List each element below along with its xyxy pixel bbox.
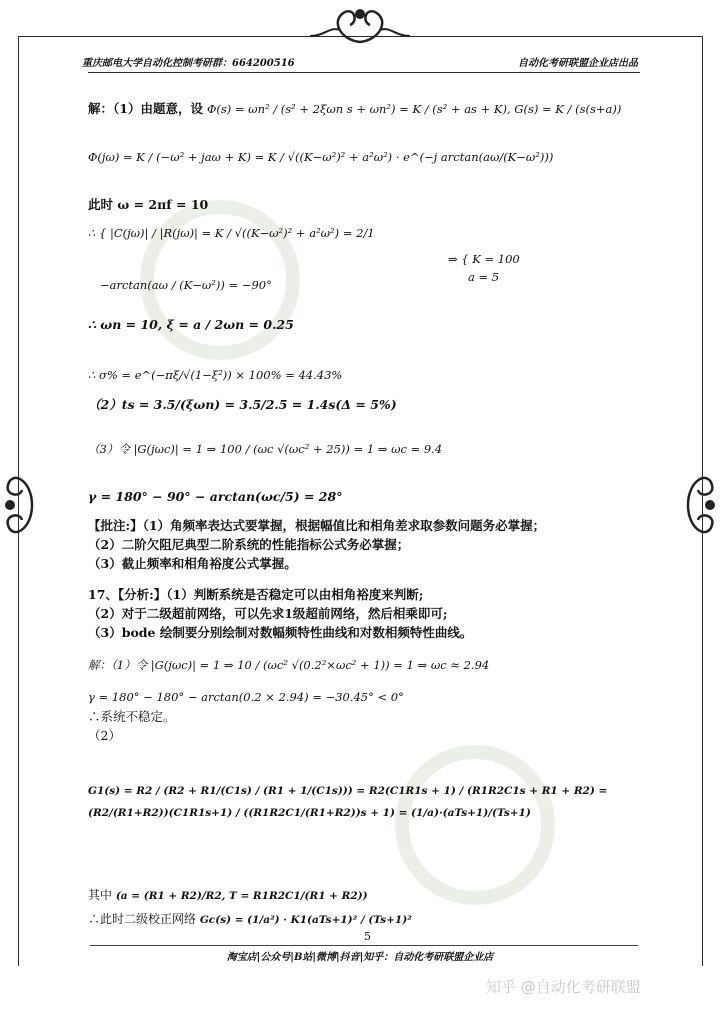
header-right: 自动化考研联盟企业店出品 xyxy=(518,58,638,69)
system-magnitude: ∴ { |C(jω)| / |R(jω)| = K / √((K−ω²)² + a²ω²) = 2/1 xyxy=(88,226,375,240)
system-result-a: a = 5 xyxy=(468,270,500,284)
solution-intro: 解：（1）由题意，设 Φ(s) = ωn² / (s² + 2ξωn s + ωn²) = K / (s² + as + K), G(s) = K / (s(s+a)) xyxy=(88,101,622,116)
settling-time-line: （2）ts = 3.5/(ξωn) = 3.5/2.5 = 1.4s(Δ = 5%) xyxy=(88,397,397,412)
note-line-1: 【批注:】（1）角频率表达式要掌握，根据幅值比和相角差求取参数问题务必掌握； xyxy=(88,518,546,533)
problem17-line-1: 17、【分析:】（1）判断系统是否稳定可以由相角裕度来判断; xyxy=(88,587,424,602)
top-ornament xyxy=(300,0,420,50)
problem17-line-2: （2）对于二级超前网络，可以先求1级超前网络，然后相乘即可; xyxy=(88,606,448,621)
g1-transfer-function: G1(s) = R2 / (R2 + R1/(C1s) / (R1 + 1/(C1s))) = R2(C1R1s + 1) / (R1R2C1s + R1 + R2) = (R2/(R1+R2))(C1R1s+1) / ((R1R2C1/(R1+R2))s + 1) = (1/a)·(aTs+1)/(Ts+1) xyxy=(88,785,608,819)
overshoot-line: ∴ σ% = e^(−πξ/√(1−ξ²)) × 100% = 44.43% xyxy=(88,368,343,382)
page-footer: 淘宝店|公众号|B站|微博|抖音|知乎：自动化考研联盟企业店 xyxy=(226,952,494,963)
left-ornament xyxy=(0,440,40,570)
omega-line: 此时 ω = 2πf = 10 xyxy=(88,197,209,212)
header-rule xyxy=(88,72,640,73)
watermark-seal xyxy=(395,745,555,905)
problem17-solution-1: 解：（1）令 |G(jωc)| = 1 ⇒ 10 / (ωc² √(0.2²×ωc² + 1)) = 1 ⇒ ωc ≈ 2.94 xyxy=(88,658,490,672)
where-line-2: ∴此时二级校正网络 Gc(s) = (1/a²) · K1(aTs+1)² / (Ts+1)² xyxy=(88,912,412,926)
crossover-line: （3）令 |G(jωc)| = 1 ⇒ 100 / (ωc √(ωc² + 25)) = 1 ⇒ ωc = 9.4 xyxy=(88,442,443,456)
unstable-line: ∴系统不稳定。 xyxy=(88,709,176,724)
problem17-gamma: γ = 180° − 180° − arctan(0.2 × 2.94) = −30.45° < 0° xyxy=(88,690,404,704)
header-left: 重庆邮电大学自动化控制考研群：664200516 xyxy=(82,58,295,69)
right-ornament xyxy=(680,440,720,570)
phase-margin-line: γ = 180° − 90° − arctan(ωc/5) = 28° xyxy=(88,489,343,504)
page-number: 5 xyxy=(364,930,371,943)
where-line: 其中 (a = (R1 + R2)/R2, T = R1R2C1/(R1 + R2)) xyxy=(88,888,368,902)
part2-label: （2） xyxy=(88,728,121,743)
page-header xyxy=(82,54,638,70)
wn-zeta-line: ∴ ωn = 10, ξ = a / 2ωn = 0.25 xyxy=(88,317,294,332)
system-phase: −arctan(aω / (K−ω²)) = −90° xyxy=(100,278,272,292)
phi-jw-equation: Φ(jω) = K / (−ω² + jaω + K) = K / √((K−ω²)² + a²ω²) · e^(−j arctan(aω/(K−ω²))) xyxy=(88,150,554,164)
zhihu-watermark: 知乎 @自动化考研联盟 xyxy=(486,978,641,996)
system-result-k: ⇒ { K = 100 xyxy=(448,252,520,266)
problem17-line-3: （3）bode 绘制要分别绘制对数幅频特性曲线和对数相频特性曲线。 xyxy=(88,625,473,640)
footer-rule xyxy=(90,945,638,946)
note-line-3: （3）截止频率和相角裕度公式掌握。 xyxy=(88,556,297,571)
note-line-2: （2）二阶欠阻尼典型二阶系统的性能指标公式务必掌握； xyxy=(88,537,410,552)
